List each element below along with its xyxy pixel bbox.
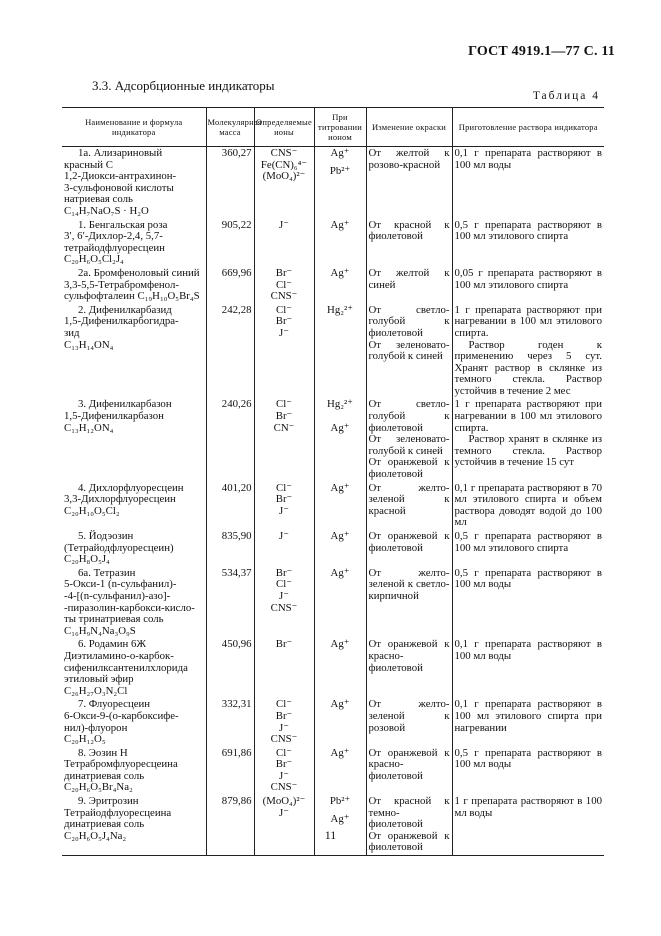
- titrant-ion-cell: [314, 698, 366, 746]
- ion-item: CN⁻: [273, 421, 295, 434]
- col-header-name: Наименование и формула индикатора: [62, 108, 206, 147]
- indicator-name-line: -4-[(n-сульфанил)-азо]-: [64, 589, 171, 602]
- page-number: 11: [324, 828, 337, 842]
- titrant-ion-cell: [314, 482, 366, 530]
- preparation-cell: [452, 747, 604, 795]
- preparation-cell: [452, 398, 604, 481]
- titrant-ion-cell: [314, 638, 366, 698]
- ion-item: Cl⁻: [276, 578, 292, 591]
- preparation-item: 0,1 г препарата растворяют в 100 мл воды: [454, 147, 602, 171]
- determined-ions-cell: [254, 567, 314, 639]
- indicator-name-line: 6а. Тетразин: [78, 566, 136, 579]
- table-row: [62, 795, 604, 855]
- table-row: [62, 530, 604, 567]
- table-row: [62, 304, 604, 399]
- indicator-name-line: 3′, 6′-Дихлор-2,4, 5,7-: [64, 230, 163, 243]
- page-header: ГОСТ 4919.1—77 С. 11: [468, 44, 615, 59]
- titrant-item: Ag⁺: [330, 266, 350, 279]
- indicator-name-cell: [62, 638, 206, 698]
- indicator-name-line: динатриевая соль: [64, 818, 145, 831]
- color-change-item: От светло-голубой к фиолетовой: [368, 398, 450, 434]
- color-change-cell: [366, 219, 452, 267]
- col-header-preparation: Приготовление раствора индикатора: [452, 108, 604, 147]
- titrant-item: Ag⁺: [330, 422, 350, 435]
- preparation-item: 1 г препарата растворяют при нагревании в 100 мл этилового спирта.: [454, 398, 602, 434]
- molecular-mass-cell: 401,20: [206, 482, 254, 530]
- color-change-cell: [366, 747, 452, 795]
- indicator-name-line: (Тетрайодфлуоресцеин): [64, 541, 174, 554]
- indicator-name-line: 8. Эозин Н: [78, 746, 128, 759]
- color-change-cell: [366, 638, 452, 698]
- indicator-name-line: C₁₆H₉N₄Na₃O₉S: [64, 624, 136, 637]
- ion-item: J⁻: [279, 530, 289, 542]
- color-change-cell: [366, 147, 452, 219]
- preparation-cell: [452, 530, 604, 567]
- titrant-item: Ag⁺: [330, 218, 350, 231]
- determined-ions-cell: [254, 398, 314, 481]
- color-change-item: От желтой к розово-красной: [368, 147, 450, 171]
- titrant-item: Ag⁺: [330, 481, 350, 494]
- color-change-item: От желто-зеленой к розовой: [368, 698, 450, 734]
- indicator-name-line: C₂₀H₆O₅J₄Na₂: [64, 829, 127, 842]
- indicator-name-line: C₁₃H₁₄ON₄: [64, 338, 114, 351]
- preparation-item: 1 г препарата растворяют при нагревании в 100 мл этилового спирта.: [454, 303, 602, 339]
- titrant-item: Ag⁺: [330, 566, 350, 579]
- indicator-name-line: 5-Окси-1 (n-сульфанил)-: [64, 578, 177, 591]
- indicator-name-cell: [62, 567, 206, 639]
- color-change-item: От оранжевой к фиолетовой: [368, 456, 450, 481]
- table-row: [62, 567, 604, 639]
- color-change-item: От красной к темно-фиолетовой: [368, 795, 450, 831]
- preparation-item: 0,5 г препарата растворяют в 100 мл воды: [454, 746, 602, 771]
- ion-item: Cl⁻: [276, 481, 292, 494]
- titrant-item: Pb²⁺: [329, 795, 351, 808]
- determined-ions-cell: [254, 219, 314, 267]
- molecular-mass-cell: 691,86: [206, 747, 254, 795]
- ion-item: (MoO₄)²⁻: [262, 795, 306, 808]
- molecular-mass-cell: 669,96: [206, 267, 254, 304]
- ion-item: Br⁻: [275, 410, 293, 423]
- indicator-name-line: 3. Дифенилкарбазон: [78, 398, 172, 411]
- preparation-cell: [452, 567, 604, 639]
- determined-ions-cell: [254, 304, 314, 399]
- titrant-item: Ag⁺: [330, 530, 350, 542]
- ion-item: CNS⁻: [270, 290, 298, 303]
- ion-item: Br⁻: [275, 566, 293, 579]
- titrant-ion-cell: [314, 398, 366, 481]
- ion-item: J⁻: [279, 769, 289, 782]
- indicator-name-line: сифенилксантенилхлорида: [64, 661, 188, 674]
- molecular-mass-cell: 534,37: [206, 567, 254, 639]
- molecular-mass-cell: 835,90: [206, 530, 254, 567]
- indicator-name-cell: [62, 482, 206, 530]
- color-change-cell: [366, 698, 452, 746]
- preparation-cell: [452, 219, 604, 267]
- preparation-cell: [452, 795, 604, 855]
- color-change-cell: [366, 267, 452, 304]
- titrant-ion-cell: [314, 304, 366, 399]
- ion-item: Br⁻: [275, 315, 293, 328]
- titrant-ion-cell: [314, 747, 366, 795]
- table-label: Таблица 4: [532, 90, 600, 102]
- color-change-item: От красной к фиолетовой: [368, 218, 450, 243]
- titrant-item: Ag⁺: [330, 698, 350, 711]
- section-title: 3.3. Адсорбционные индикаторы: [92, 78, 275, 93]
- indicator-name-line: красный С: [64, 158, 113, 171]
- indicator-name-cell: [62, 698, 206, 746]
- color-change-cell: [366, 304, 452, 399]
- titrant-item: Ag⁺: [330, 746, 350, 759]
- indicator-name-line: 1а. Ализариновый: [78, 147, 163, 159]
- molecular-mass-cell: 242,28: [206, 304, 254, 399]
- determined-ions-cell: [254, 482, 314, 530]
- ion-item: J⁻: [279, 504, 289, 517]
- indicator-name-line: сульфофталеин C₁₉H₁₀O₅Br₄S: [64, 290, 200, 303]
- table-row: [62, 638, 604, 698]
- preparation-item: 0,1 г препарата растворяют в 70 мл этилового спирта и объем раствора доводят водой до 100 мл: [454, 481, 602, 529]
- ion-item: (MoO₄)²⁻: [262, 170, 306, 183]
- preparation-item: 0,1 г препарата растворяют в 100 мл воды: [454, 638, 602, 662]
- preparation-cell: [452, 698, 604, 746]
- preparation-cell: [452, 267, 604, 304]
- indicator-name-line: 1,5-Дифенилкарбогидра-: [64, 315, 179, 328]
- color-change-cell: [366, 530, 452, 567]
- titrant-item: Ag⁺: [330, 638, 350, 651]
- color-change-item: От оранжевой к фиолетовой: [368, 530, 450, 554]
- color-change-cell: [366, 482, 452, 530]
- indicator-name-line: 6-Окси-9-(о-карбоксифе-: [64, 709, 179, 722]
- determined-ions-cell: [254, 795, 314, 855]
- indicator-name-line: C₂₀H₁₂O₅: [64, 733, 106, 746]
- table-row: [62, 147, 604, 219]
- titrant-item: Hg₂²⁺: [327, 398, 353, 411]
- indicator-name-cell: [62, 147, 206, 219]
- determined-ions-cell: [254, 267, 314, 304]
- color-change-item: От светло-голубой к фиолетовой: [368, 303, 450, 339]
- preparation-cell: [452, 147, 604, 219]
- preparation-item: 0,1 г препарата растворяют в 100 мл этилового спирта при нагревании: [454, 698, 602, 734]
- col-header-ions: Определяемые ионы: [254, 108, 314, 147]
- col-header-titrant: При титровании ионом: [314, 108, 366, 147]
- indicator-name-line: C₂₆H₂₇O₃N₂Cl: [64, 684, 128, 697]
- ion-item: Br⁻: [275, 758, 293, 771]
- preparation-item: 1 г препарата растворяют в 100 мл воды: [454, 795, 602, 819]
- color-change-item: От оранжевой к красно-фиолетовой: [368, 746, 450, 782]
- indicator-name-line: 4. Дихлорфлуоресцеин: [78, 481, 184, 494]
- indicator-name-line: 7. Флуоресцеин: [78, 698, 151, 711]
- indicator-name-line: динатриевая соль: [64, 769, 145, 782]
- indicator-name-line: 3,3-5,5-Тетрабромфенол-: [64, 278, 179, 291]
- indicators-table: [62, 107, 604, 856]
- indicator-name-line: зид: [64, 326, 80, 339]
- determined-ions-cell: [254, 747, 314, 795]
- determined-ions-cell: [254, 698, 314, 746]
- titrant-ion-cell: [314, 219, 366, 267]
- color-change-cell: [366, 398, 452, 481]
- table-row: [62, 698, 604, 746]
- indicator-name-line: C₂₀H₆O₅Cl₂J₄: [64, 253, 124, 266]
- ion-item: CNS⁻: [270, 781, 298, 794]
- titrant-ion-cell: [314, 567, 366, 639]
- indicator-name-cell: [62, 747, 206, 795]
- indicator-name-line: C₁₃H₁₂ON₄: [64, 421, 114, 434]
- molecular-mass-cell: 240,26: [206, 398, 254, 481]
- table-row: [62, 398, 604, 481]
- preparation-cell: [452, 638, 604, 698]
- ion-item: Cl⁻: [276, 746, 292, 759]
- ion-item: J⁻: [279, 589, 289, 602]
- indicator-name-cell: [62, 304, 206, 399]
- ion-item: J⁻: [279, 218, 289, 231]
- titrant-item: Ag⁺: [330, 147, 350, 159]
- table-row: [62, 747, 604, 795]
- titrant-ion-cell: [314, 795, 366, 855]
- indicator-name-cell: [62, 267, 206, 304]
- determined-ions-cell: [254, 638, 314, 698]
- col-header-color-change: Изменение окраски: [366, 108, 452, 147]
- titrant-item: Ag⁺: [330, 812, 350, 825]
- ion-item: J⁻: [279, 326, 289, 339]
- indicator-name-line: тетрайодфлуоресцеин: [64, 241, 165, 254]
- ion-item: Br⁻: [275, 638, 293, 651]
- titrant-ion-cell: [314, 530, 366, 567]
- indicator-name-line: 1,5-Дифенилкарбазон: [64, 410, 164, 423]
- color-change-item: От желтой к синей: [368, 266, 450, 291]
- color-change-cell: [366, 795, 452, 855]
- indicator-name-line: 9. Эритрозин: [78, 795, 139, 808]
- indicator-name-line: Тетрабромфлуоресцеина: [64, 758, 178, 771]
- indicator-name-line: 6. Родамин 6Ж: [78, 638, 147, 651]
- color-change-item: От оранжевой к красно-фиолетовой: [368, 638, 450, 674]
- indicator-name-line: натриевая соль: [64, 193, 133, 206]
- ion-item: Br⁻: [275, 709, 293, 722]
- indicator-name-line: 2а. Бромфеноловый синий: [78, 266, 200, 279]
- color-change-item: От зеленовато-голубой к синей: [368, 433, 450, 457]
- indicator-name-cell: [62, 795, 206, 855]
- preparation-item: 0,05 г препарата растворяют в 100 мл этилового спирта: [454, 266, 602, 291]
- titrant-item: Hg₂²⁺: [327, 303, 353, 316]
- indicator-name-line: 3-сульфоновой кислоты: [64, 181, 174, 194]
- table-header-row: [62, 108, 604, 147]
- ion-item: CNS⁻: [270, 147, 298, 159]
- ion-item: Cl⁻: [276, 398, 292, 411]
- indicator-name-line: C₂₀H₆O₅Br₄Na₂: [64, 781, 133, 794]
- table-row: [62, 482, 604, 530]
- ion-item: Cl⁻: [276, 698, 292, 711]
- color-change-item: От зеленовато-голубой к синей: [368, 338, 450, 363]
- ion-item: Fe(CN)₆⁴⁻: [260, 158, 308, 171]
- indicator-name-line: 2. Дифенилкарбазид: [78, 303, 172, 316]
- indicator-name-line: нил)-флуорон: [64, 721, 128, 734]
- molecular-mass-cell: 332,31: [206, 698, 254, 746]
- indicator-name-line: ты тринатриевая соль: [64, 613, 164, 626]
- indicator-name-line: 1,2-Диокси-антрахинон-: [64, 170, 177, 183]
- titrant-ion-cell: [314, 147, 366, 219]
- preparation-item: 0,5 г препарата растворяют в 100 мл воды: [454, 566, 602, 591]
- table-row: [62, 219, 604, 267]
- color-change-cell: [366, 567, 452, 639]
- molecular-mass-cell: 360,27: [206, 147, 254, 219]
- color-change-item: От желто-зеленой к красной: [368, 481, 450, 517]
- titrant-ion-cell: [314, 267, 366, 304]
- ion-item: CNS⁻: [270, 733, 298, 746]
- indicator-name-cell: [62, 398, 206, 481]
- col-header-mass: Молекулярная масса: [206, 108, 254, 147]
- preparation-item: Раствор хранят в склянке из темного стекла. Раствор устойчив в течение 15 сут: [454, 433, 602, 469]
- indicator-name-cell: [62, 530, 206, 567]
- color-change-item: От желто-зеленой к светло-кирпичной: [368, 566, 450, 602]
- ion-item: Cl⁻: [276, 303, 292, 316]
- indicator-name-line: 1. Бенгальская роза: [78, 218, 168, 231]
- molecular-mass-cell: 450,96: [206, 638, 254, 698]
- indicator-name-line: C₁₄H₇NaO₇S · H₂O: [64, 204, 149, 217]
- determined-ions-cell: [254, 147, 314, 219]
- preparation-cell: [452, 482, 604, 530]
- table-row: [62, 267, 604, 304]
- indicator-name-line: C₂₀H₈O₅J₄: [64, 553, 110, 566]
- indicator-name-cell: [62, 219, 206, 267]
- preparation-cell: [452, 304, 604, 399]
- ion-item: Br⁻: [275, 266, 293, 279]
- preparation-item: Раствор годен к применению через 5 сут. Хранят раствор в склянке из темного стекла. Раствор устойчив в течение 2 мес: [454, 338, 602, 397]
- indicator-name-line: Диэтиламино-о-карбок-: [64, 649, 174, 662]
- ion-item: Br⁻: [275, 493, 293, 506]
- molecular-mass-cell: 879,86: [206, 795, 254, 855]
- ion-item: CNS⁻: [270, 601, 298, 614]
- indicator-name-line: C₂₀H₁₀O₅Cl₂: [64, 504, 120, 517]
- titrant-item: Pb²⁺: [329, 164, 351, 177]
- color-change-item: От оранжевой к фиолетовой: [368, 829, 450, 854]
- indicator-name-line: -пиразолин-карбокси-кисло-: [64, 601, 195, 614]
- ion-item: Cl⁻: [276, 278, 292, 291]
- determined-ions-cell: [254, 530, 314, 567]
- molecular-mass-cell: 905,22: [206, 219, 254, 267]
- indicator-name-line: Тетрайодфлуоресцеина: [64, 806, 172, 819]
- ion-item: J⁻: [279, 806, 289, 819]
- preparation-item: 0,5 г препарата растворяют в 100 мл этилового спирта: [454, 530, 602, 554]
- indicator-name-line: 3,3-Дихлорфлуоресцеин: [64, 493, 176, 506]
- preparation-item: 0,5 г препарата растворяют в 100 мл этилового спирта: [454, 218, 602, 243]
- indicator-name-line: 5. Йодэозин: [78, 530, 134, 542]
- ion-item: J⁻: [279, 721, 289, 734]
- indicator-name-line: этиловый эфир: [64, 673, 134, 686]
